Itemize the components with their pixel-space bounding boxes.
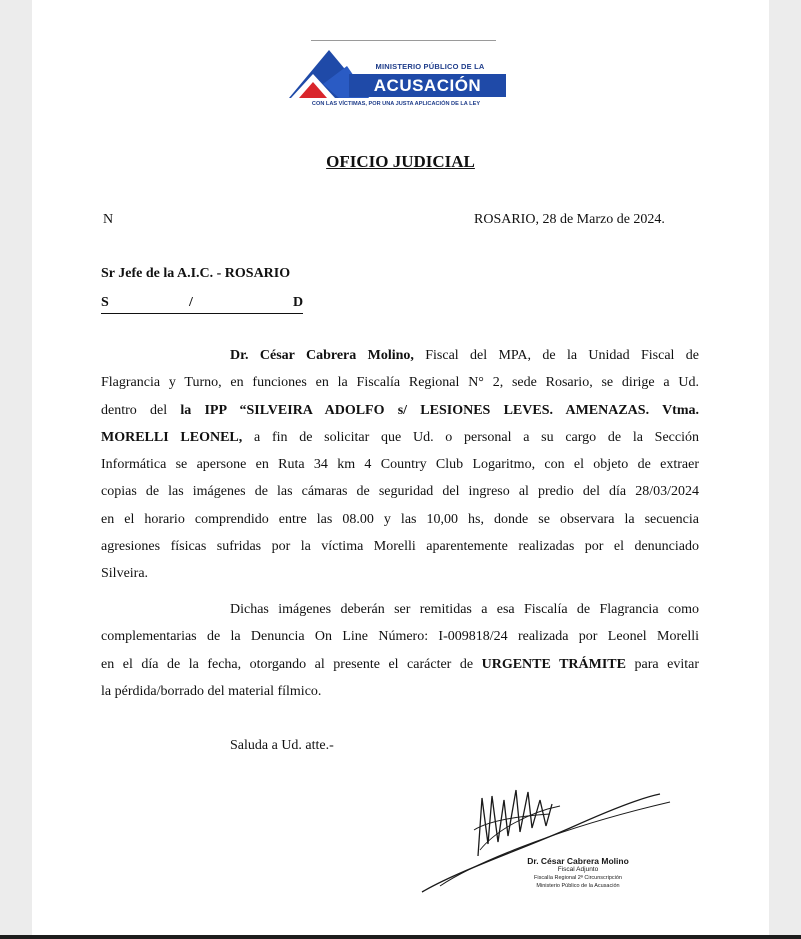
- paragraph-line: copias de las imágenes de las cámaras de seguridad del ingreso al predio del día 28/03/2024: [101, 484, 699, 500]
- document-title: OFICIO JUDICIAL: [326, 152, 475, 171]
- sd-s: S: [101, 295, 109, 310]
- bottom-border: [0, 935, 801, 939]
- sd-d: D: [293, 295, 304, 310]
- sd-slash: /: [189, 295, 193, 310]
- signature-stamp-office: Fiscalía Regional 2ª Circunscripción: [534, 875, 622, 881]
- paragraph-line: agresiones físicas sufridas por la víctima Morelli aparentemente realizadas por el denunciado: [101, 539, 699, 555]
- sd-line: [101, 295, 303, 314]
- body-paragraph-1: [101, 342, 699, 588]
- paragraph-line: en el horario comprendido entre las 08.00 y las 10,00 hs, donde se observara la secuencia: [101, 511, 699, 527]
- place-and-date: ROSARIO, 28 de Marzo de 2024.: [474, 212, 665, 227]
- paragraph-line: dentro del la IPP “SILVEIRA ADOLFO s/ LESIONES LEVES. AMENAZAS. Vtma.: [101, 402, 699, 418]
- paragraph-line: en el día de la fecha, otorgando al presente el carácter de URGENTE TRÁMITE para evitar: [101, 656, 699, 672]
- paragraph-line: complementarias de la Denuncia On Line Número: I-009818/24 realizada por Leonel Morelli: [101, 629, 699, 645]
- closing-salutation: Saluda a Ud. atte.-: [230, 738, 334, 753]
- logo-org-line: MINISTERIO PÚBLICO DE LA: [375, 62, 485, 71]
- signature-stamp-org: Ministerio Público de la Acusación: [536, 883, 620, 889]
- recipient: Sr Jefe de la A.I.C. - ROSARIO: [101, 266, 291, 281]
- logo-org-name: ACUSACIÓN: [349, 74, 506, 97]
- paragraph-line: MORELLI LEONEL, a fin de solicitar que Ud. o personal a su cargo de la Sección: [101, 429, 699, 445]
- paragraph-line: Informática se apersone en Ruta 34 km 4 Country Club Logaritmo, con el objeto de extraer: [101, 457, 699, 473]
- logo-top-rule: [311, 40, 496, 41]
- paragraph-line: Flagrancia y Turno, en funciones en la Fiscalía Regional N° 2, sede Rosario, se dirige a Ud.: [101, 375, 699, 391]
- reference-number: N: [103, 212, 114, 227]
- paragraph-line: Silveira.: [101, 566, 149, 582]
- institution-logo: [251, 40, 511, 114]
- signature-stamp-role: Fiscal Adjunto: [557, 866, 599, 873]
- paragraph-line: la pérdida/borrado del material fílmico.: [101, 683, 322, 699]
- logo-tagline: CON LAS VÍCTIMAS, POR UNA JUSTA APLICACIÓN DE LA LEY: [311, 101, 481, 107]
- paragraph-line: Dr. César Cabrera Molino, Fiscal del MPA, de la Unidad Fiscal de: [230, 348, 699, 363]
- body-paragraph-2: [101, 596, 699, 705]
- paragraph-line: Dichas imágenes deberán ser remitidas a esa Fiscalía de Flagrancia como: [230, 602, 699, 617]
- signature-stamp-name: Dr. César Cabrera Molino: [527, 856, 629, 866]
